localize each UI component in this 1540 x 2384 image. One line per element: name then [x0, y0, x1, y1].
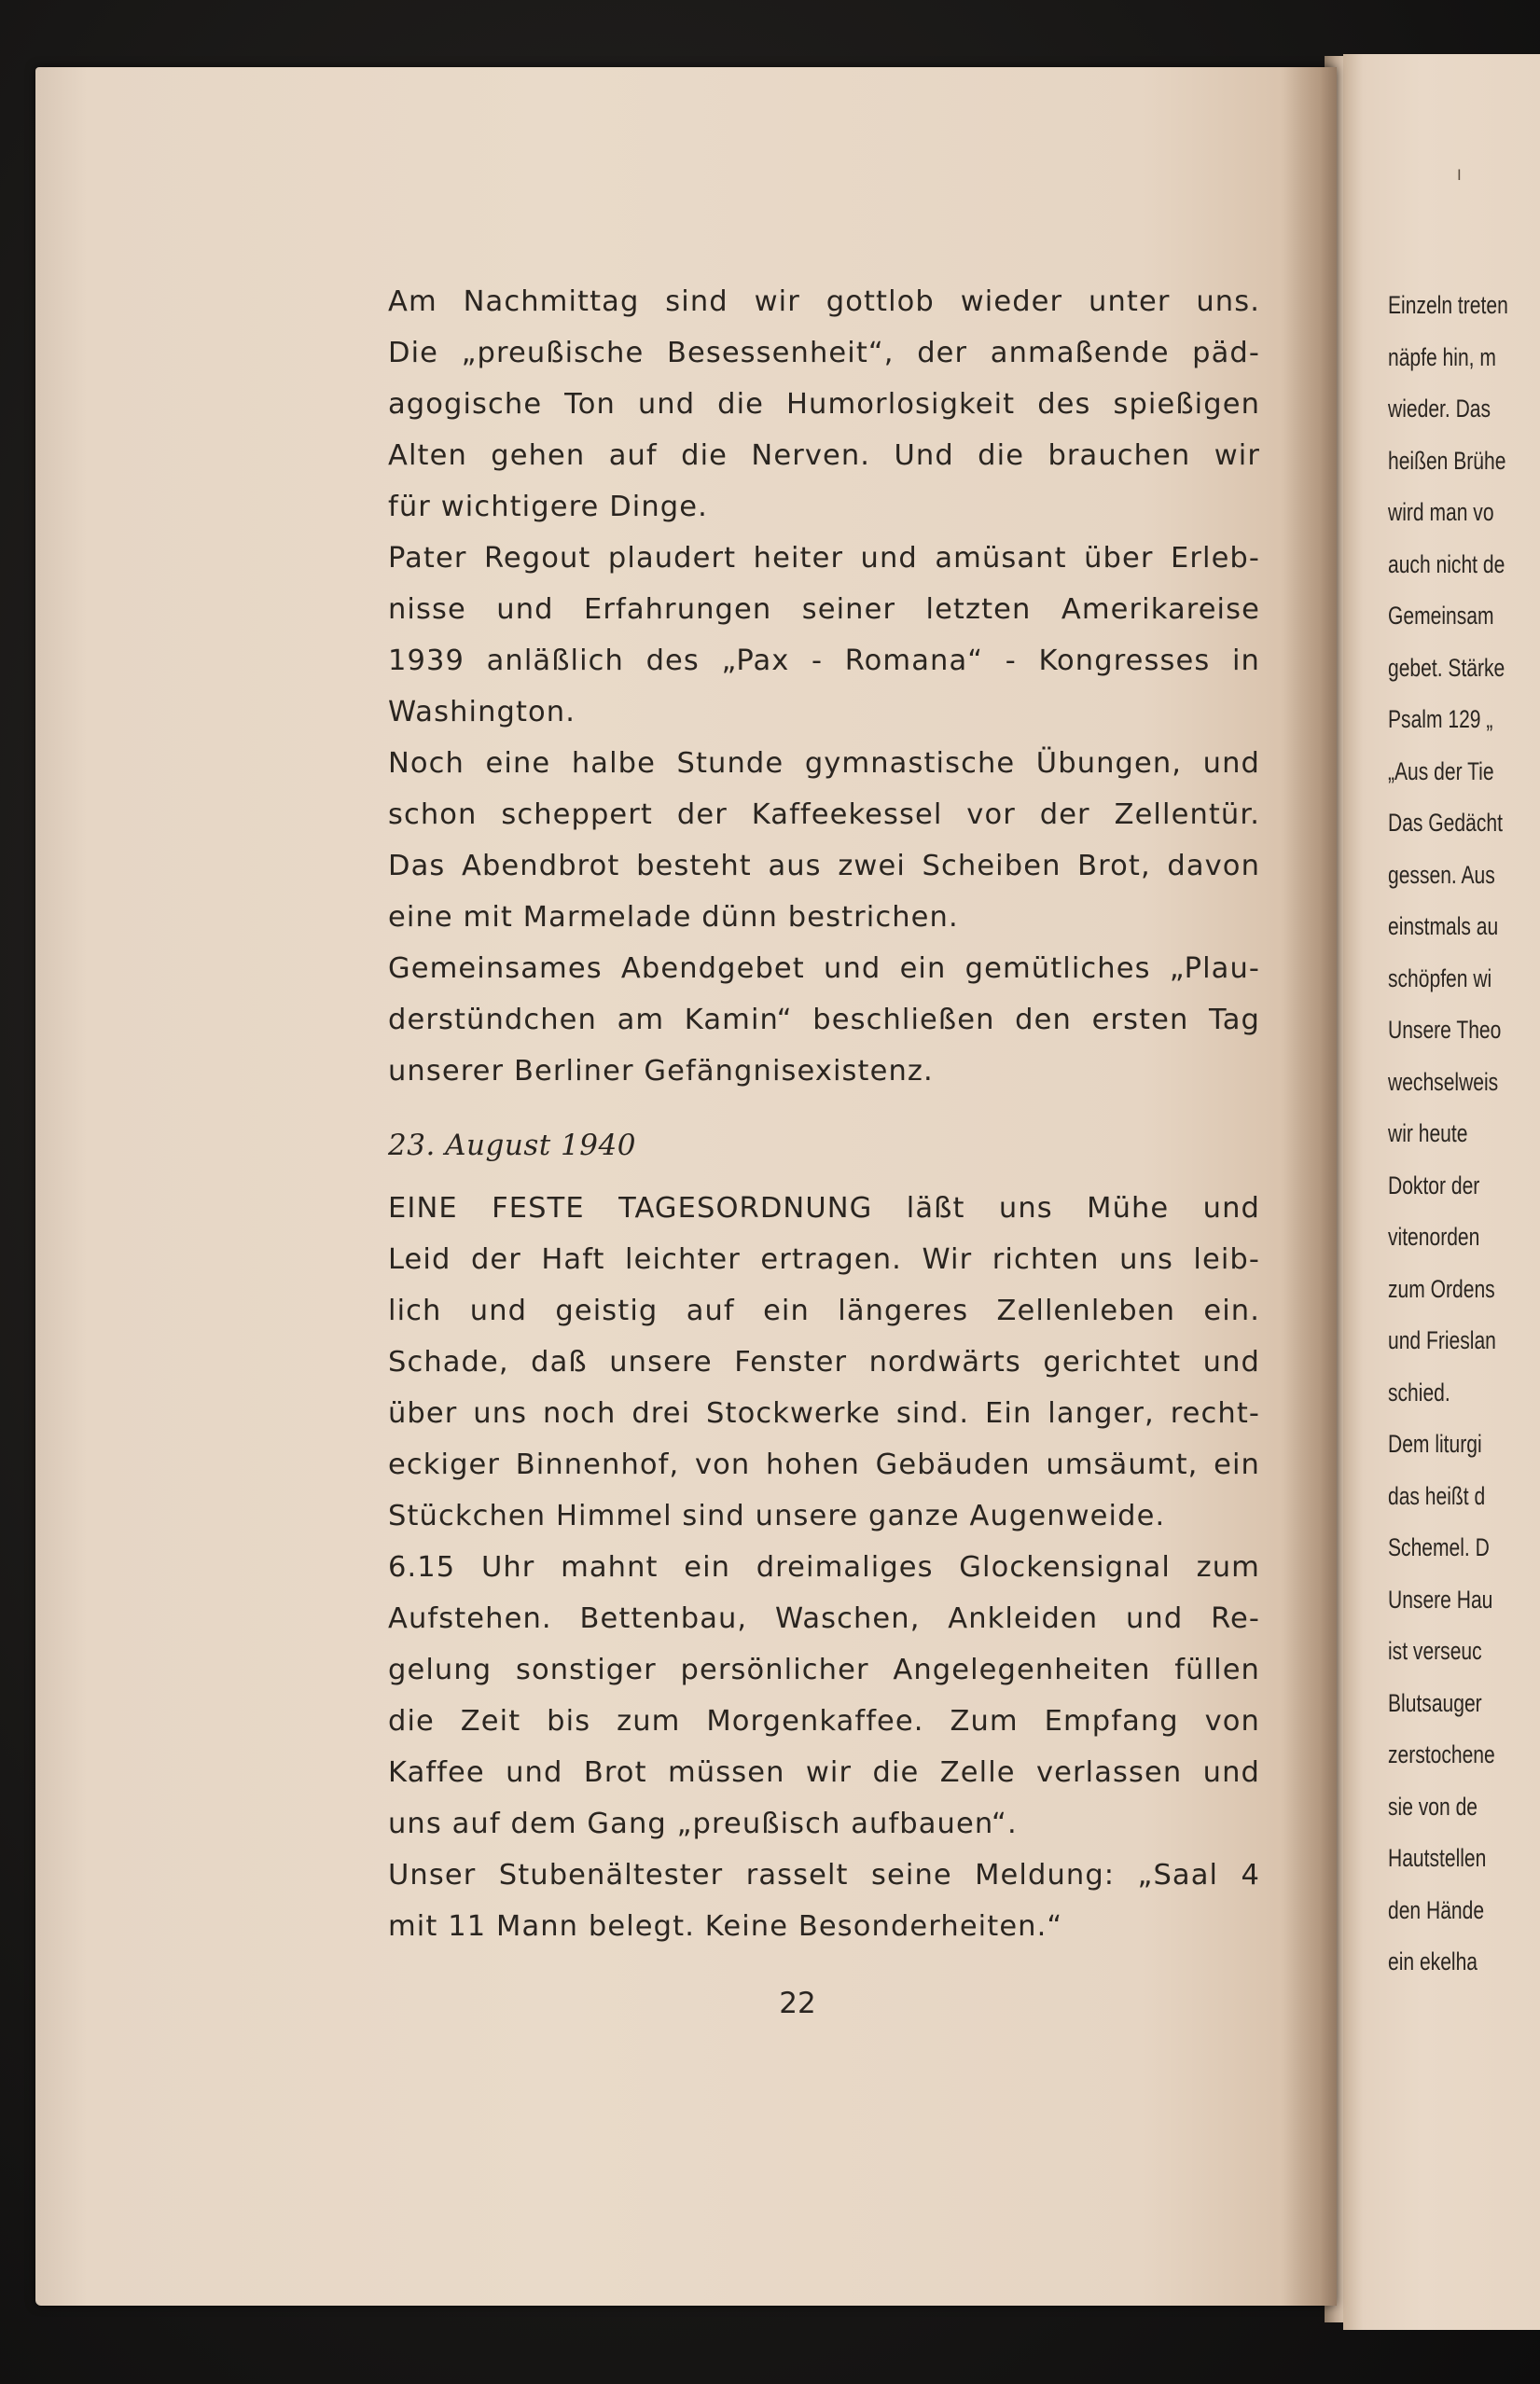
right-line: zum Ordens [1388, 1274, 1495, 1303]
right-line: gebet. Stärke [1388, 653, 1505, 682]
text-line: Kaffee und Brot müssen wir die Zelle verlassen und [388, 1756, 1260, 1789]
text-line: nisse und Erfahrungen seiner letzten Amerikareise [388, 593, 1260, 626]
text-line: Aufstehen. Bettenbau, Waschen, Ankleiden und Re- [388, 1602, 1260, 1635]
right-line: vitenorden [1388, 1223, 1480, 1251]
right-line: Hautstellen [1388, 1844, 1487, 1872]
right-line: und Frieslan [1388, 1326, 1496, 1354]
right-line: wieder. Das [1388, 395, 1491, 423]
text-line: Die „preußische Besessenheit“, der anmaßende päd- [388, 337, 1260, 369]
text-line: Leid der Haft leichter ertragen. Wir richten uns leib- [388, 1243, 1260, 1276]
text-line: Das Abendbrot besteht aus zwei Scheiben Brot, davon [388, 850, 1260, 882]
right-line: wechselweis [1388, 1067, 1499, 1096]
text-block-evening [388, 276, 1260, 1097]
text-line: Pater Regout plaudert heiter und amüsant über Erleb- [388, 542, 1260, 575]
right-line: Unsere Hau [1388, 1585, 1493, 1614]
date-heading: 23. August 1940 [388, 1129, 636, 1162]
right-line: Unsere Theo [1388, 1016, 1502, 1044]
right-line: den Hände [1388, 1895, 1485, 1924]
text-line: gelung sonstiger persönlicher Angelegenheiten füllen [388, 1654, 1260, 1686]
text-line: für wichtigere Dinge. [388, 491, 708, 523]
page-number: 22 [779, 1987, 816, 2020]
right-line: Das Gedächt [1388, 809, 1503, 837]
right-line: sie von de [1388, 1792, 1478, 1821]
page-edge-shadow [1281, 67, 1337, 2306]
text-line: Stückchen Himmel sind unsere ganze Augenweide. [388, 1500, 1166, 1532]
right-line: schied. [1388, 1378, 1450, 1407]
text-line: Alten gehen auf die Nerven. Und die brauchen wir [388, 439, 1260, 472]
text-line: die Zeit bis zum Morgenkaffee. Zum Empfang von [388, 1705, 1260, 1738]
right-line: Dem liturgi [1388, 1430, 1482, 1458]
text-line: lich und geistig auf ein längeres Zellenleben ein. [388, 1295, 1260, 1327]
text-line: Gemeinsames Abendgebet und ein gemütliches „Plau- [388, 952, 1260, 985]
text-line: eine mit Marmelade dünn bestrichen. [388, 901, 959, 934]
text-line: 1939 anläßlich des „Pax - Romana“ - Kongresses in [388, 645, 1260, 677]
text-line: eckiger Binnenhof, von hohen Gebäuden umsäumt, ein [388, 1448, 1260, 1481]
text-line: Unser Stubenältester rasselt seine Meldung: „Saal 4 [388, 1859, 1260, 1892]
text-line: Washington. [388, 696, 576, 728]
right-line: Doktor der [1388, 1171, 1480, 1199]
right-line: auch nicht de [1388, 549, 1505, 578]
right-line: Psalm 129 „ [1388, 705, 1493, 733]
text-line: unserer Berliner Gefängnisexistenz. [388, 1055, 934, 1088]
right-line: Gemeinsam [1388, 602, 1494, 630]
right-line: Schemel. D [1388, 1533, 1490, 1561]
text-line: 6.15 Uhr mahnt ein dreimaliges Glockensignal zum [388, 1551, 1260, 1584]
right-line: heißen Brühe [1388, 446, 1506, 475]
right-line: schöpfen wi [1388, 963, 1492, 992]
text-line: Am Nachmittag sind wir gottlob wieder unter uns. [388, 285, 1260, 318]
text-line: agogische Ton und die Humorlosigkeit des spießigen [388, 388, 1260, 421]
right-line: Einzeln treten [1388, 291, 1508, 319]
text-line: derstündchen am Kamin“ beschließen den ersten Tag [388, 1004, 1260, 1036]
text-line: über uns noch drei Stockwerke sind. Ein langer, recht- [388, 1397, 1260, 1430]
text-line: uns auf dem Gang „preußisch aufbauen“. [388, 1808, 1018, 1840]
text-line: Schade, daß unsere Fenster nordwärts gerichtet und [388, 1346, 1260, 1379]
right-line: gessen. Aus [1388, 860, 1495, 889]
right-line: ein ekelha [1388, 1947, 1478, 1975]
right-line: ist verseuc [1388, 1637, 1482, 1665]
right-line: „Aus der Tie [1388, 756, 1494, 785]
right-line: zerstochene [1388, 1740, 1495, 1768]
right-line: wir heute [1388, 1119, 1468, 1147]
right-line: einstmals au [1388, 912, 1499, 940]
right-line: wird man vo [1388, 498, 1494, 526]
text-line: mit 11 Mann belegt. Keine Besonderheiten.“ [388, 1910, 1063, 1943]
right-line: Blutsauger [1388, 1688, 1482, 1717]
right-line: näpfe hin, m [1388, 342, 1496, 371]
text-line: Noch eine halbe Stunde gymnastische Übungen, und [388, 747, 1260, 780]
right-line: das heißt d [1388, 1481, 1486, 1510]
text-block-daily-schedule [388, 1183, 1260, 1952]
text-line: EINE FESTE TAGESORDNUNG läßt uns Mühe und [388, 1192, 1260, 1225]
right-page-text [1388, 280, 1533, 1989]
text-line: schon scheppert der Kaffeekessel vor der Zellentür. [388, 798, 1260, 831]
right-page-mark: I [1457, 166, 1462, 184]
